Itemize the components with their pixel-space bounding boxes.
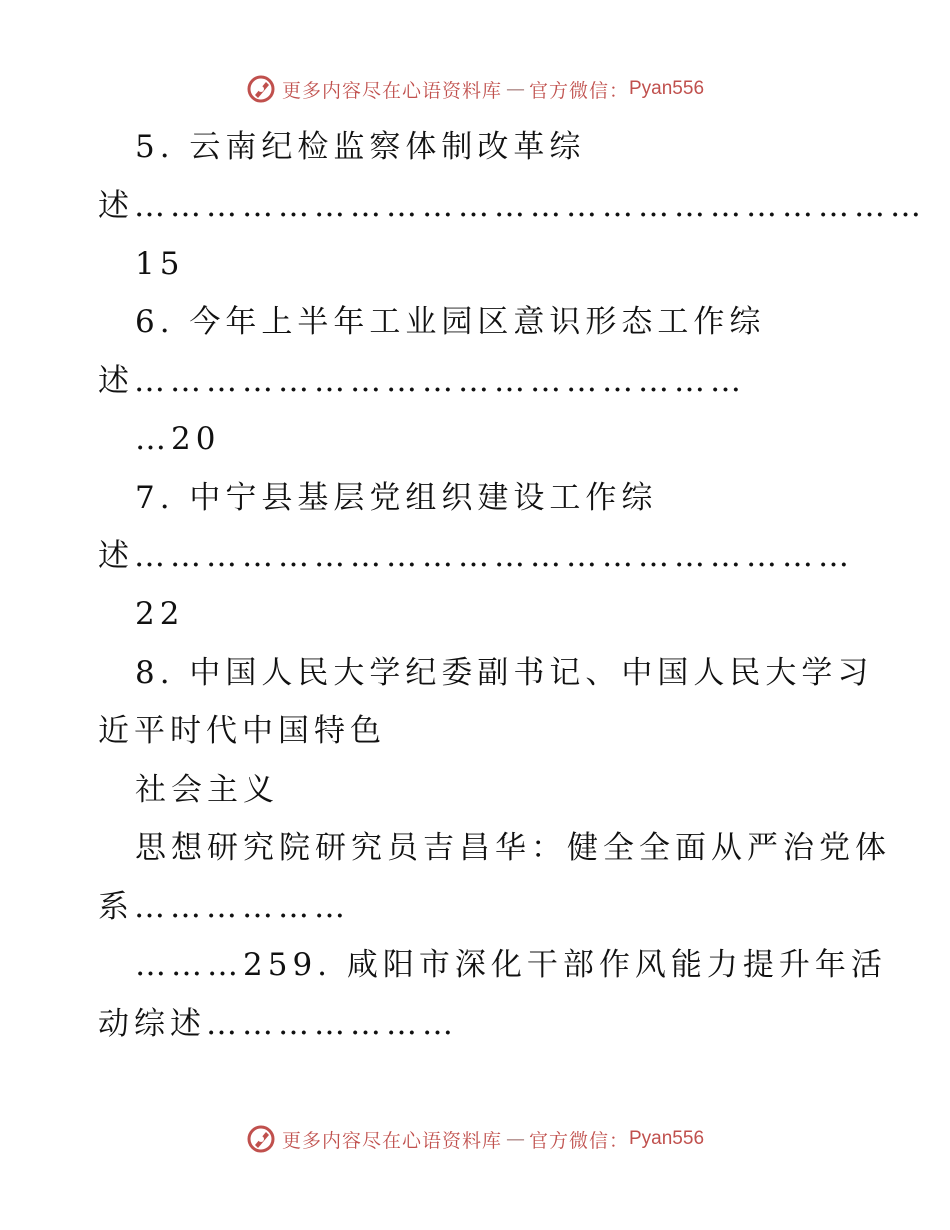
toc-entry-5-page: 15 [135,246,185,282]
toc-entry-8-leader: 系……………… [98,889,350,925]
toc-entry-8-title-cont3: 思想研究院研究员吉昌华：健全全面从严治党体 [135,830,891,866]
toc-entry-6-leader: 述…………………………………………… [98,363,746,399]
toc-entry-7-title: 7. 中宁县基层党组织建设工作综 [135,480,658,516]
toc-entry-7-leader: 述…………………………………………………… [98,538,854,574]
header-watermark [0,72,950,106]
footer-watermark [0,1122,950,1156]
watermark-brand: Pyan556 [629,1128,705,1149]
toc-entry-8-title-cont: 近平时代中国特色 [98,713,386,749]
pen-logo-icon [246,1124,276,1154]
toc-entry-5-title: 5. 云南纪检监察体制改革综 [135,129,586,165]
watermark-separator: — [505,78,525,100]
toc-entry-8-title-cont2: 社会主义 [135,772,279,808]
watermark-separator: — [505,1128,525,1150]
watermark-label: 官方微信： [528,79,629,102]
toc-entry-9-leader: 动综述………………… [98,1006,458,1042]
toc-entry-9-title: ………259. 咸阳市深化干部作风能力提升年活 [135,947,887,983]
watermark-text: 更多内容尽在心语资料库 [281,1129,502,1152]
pen-logo-icon [246,74,276,104]
toc-entry-5-leader: 述………………………………………………………… [98,188,926,224]
toc-entry-6-title: 6. 今年上半年工业园区意识形态工作综 [135,304,766,340]
watermark-label: 官方微信： [528,1129,629,1152]
toc-entry-8-title: 8. 中国人民大学纪委副书记、中国人民大学习 [135,655,874,691]
watermark-brand: Pyan556 [629,78,705,99]
toc-entry-6-page: …20 [135,421,221,457]
toc-entry-7-page: 22 [135,596,185,632]
watermark-text: 更多内容尽在心语资料库 [281,79,502,102]
